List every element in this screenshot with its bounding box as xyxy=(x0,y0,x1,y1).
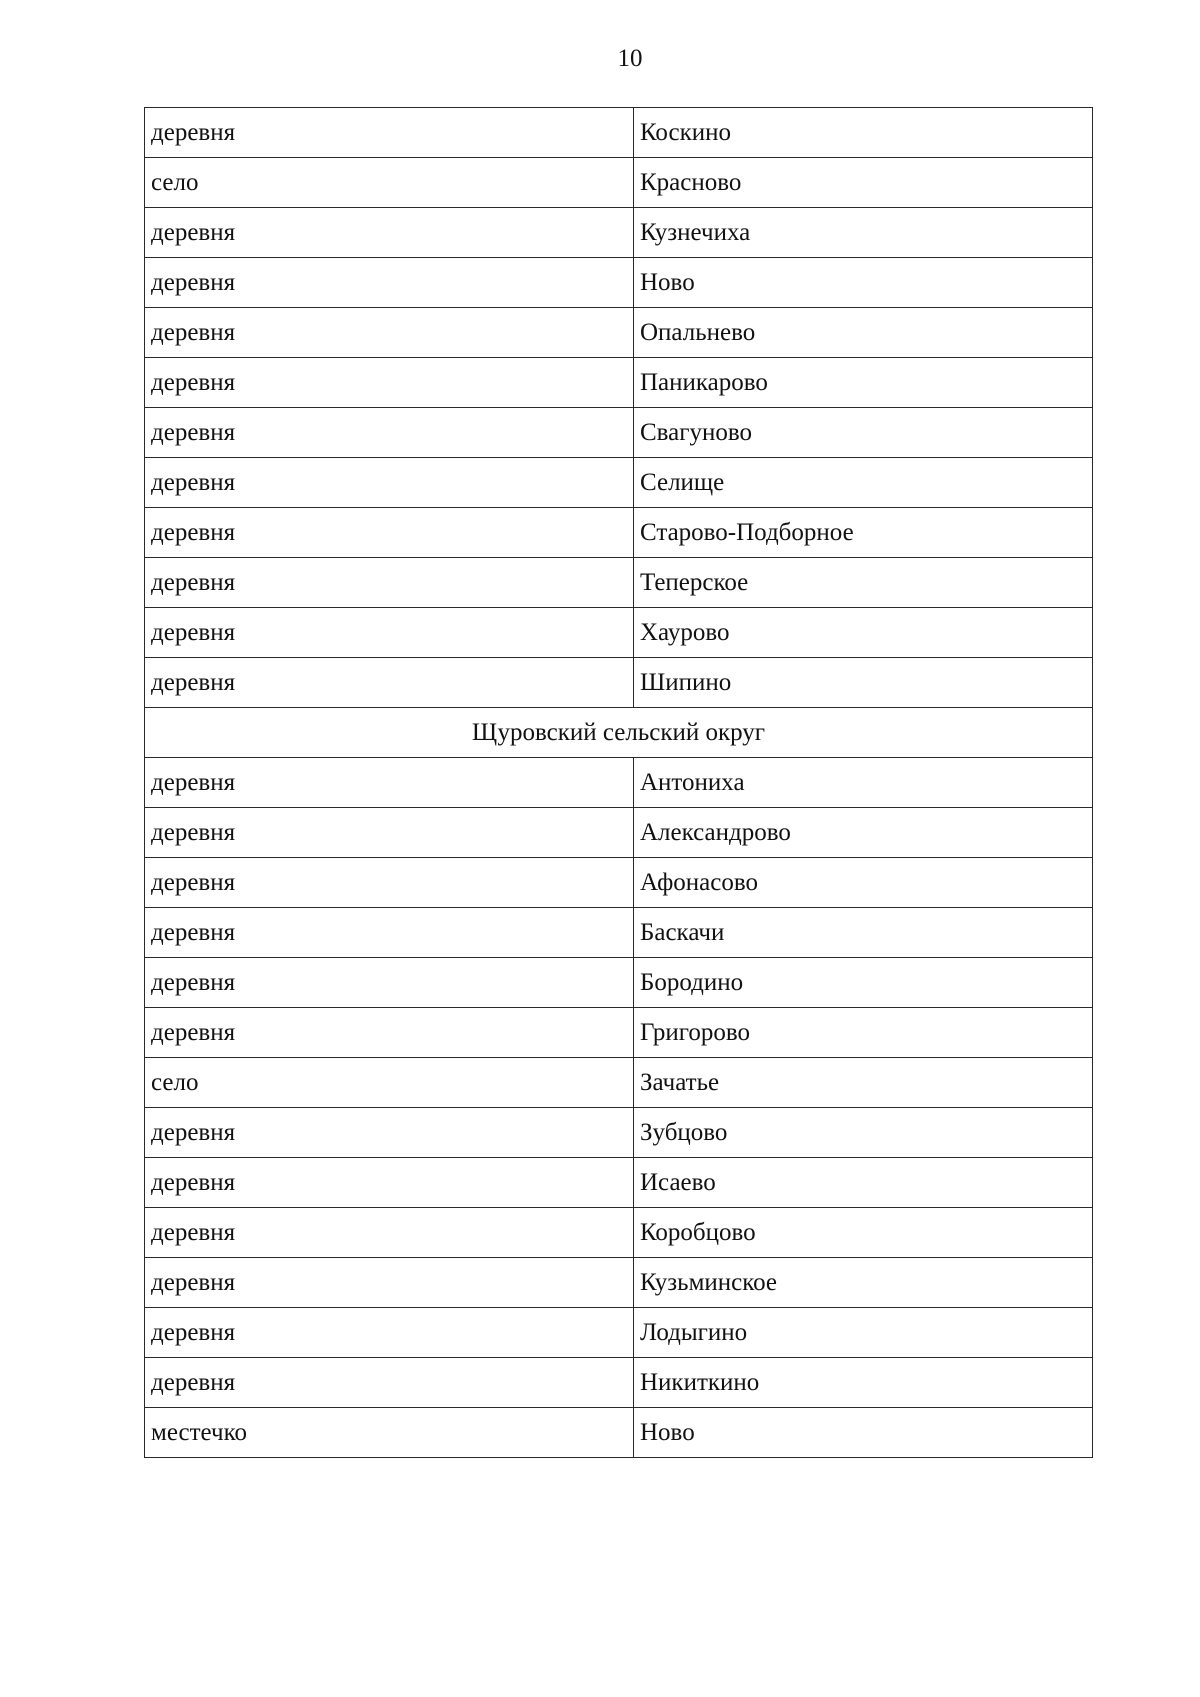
settlement-type-cell: деревня xyxy=(145,1158,634,1208)
settlement-name-cell: Красново xyxy=(634,158,1093,208)
settlements-table xyxy=(144,107,1093,1458)
section-heading: Щуровский сельский округ xyxy=(145,708,1093,758)
settlement-type-cell: деревня xyxy=(145,208,634,258)
settlement-type-cell: деревня xyxy=(145,958,634,1008)
settlement-type-cell: село xyxy=(145,1058,634,1108)
settlement-type-cell: деревня xyxy=(145,608,634,658)
settlement-type-cell: деревня xyxy=(145,1308,634,1358)
table-row xyxy=(145,108,1093,158)
settlement-name-cell: Лодыгино xyxy=(634,1308,1093,1358)
settlement-type-cell: деревня xyxy=(145,408,634,458)
settlement-name-cell: Коскино xyxy=(634,108,1093,158)
settlement-name-cell: Антониха xyxy=(634,758,1093,808)
settlement-type-cell: деревня xyxy=(145,1008,634,1058)
settlement-name-cell: Баскачи xyxy=(634,908,1093,958)
settlement-type-cell: деревня xyxy=(145,358,634,408)
settlement-name-cell: Ново xyxy=(634,1408,1093,1458)
section-heading-row xyxy=(145,708,1093,758)
settlement-name-cell: Зубцово xyxy=(634,1108,1093,1158)
table-row xyxy=(145,508,1093,558)
table-row xyxy=(145,258,1093,308)
settlement-type-cell: деревня xyxy=(145,758,634,808)
table-row xyxy=(145,1108,1093,1158)
settlement-type-cell: деревня xyxy=(145,258,634,308)
table-row xyxy=(145,958,1093,1008)
table-row xyxy=(145,358,1093,408)
settlement-name-cell: Опальнево xyxy=(634,308,1093,358)
table-row xyxy=(145,408,1093,458)
page-number: 10 xyxy=(617,45,643,72)
table-row xyxy=(145,758,1093,808)
table-row xyxy=(145,1358,1093,1408)
settlement-type-cell: деревня xyxy=(145,108,634,158)
settlement-name-cell: Афонасово xyxy=(634,858,1093,908)
table-row xyxy=(145,1308,1093,1358)
settlement-name-cell: Зачатье xyxy=(634,1058,1093,1108)
settlement-type-cell: деревня xyxy=(145,658,634,708)
settlement-name-cell: Исаево xyxy=(634,1158,1093,1208)
table-row xyxy=(145,608,1093,658)
settlement-name-cell: Ново xyxy=(634,258,1093,308)
settlement-type-cell: деревня xyxy=(145,1258,634,1308)
settlement-name-cell: Свагуново xyxy=(634,408,1093,458)
settlement-type-cell: деревня xyxy=(145,508,634,558)
settlement-name-cell: Шипино xyxy=(634,658,1093,708)
settlement-name-cell: Кузнечиха xyxy=(634,208,1093,258)
table-row xyxy=(145,308,1093,358)
table-row xyxy=(145,658,1093,708)
settlement-type-cell: деревня xyxy=(145,1358,634,1408)
settlement-type-cell: деревня xyxy=(145,1108,634,1158)
table-row xyxy=(145,1158,1093,1208)
settlement-name-cell: Григорово xyxy=(634,1008,1093,1058)
settlement-type-cell: деревня xyxy=(145,558,634,608)
settlement-name-cell: Селище xyxy=(634,458,1093,508)
table-row xyxy=(145,158,1093,208)
table-row xyxy=(145,1008,1093,1058)
settlement-name-cell: Александрово xyxy=(634,808,1093,858)
settlement-name-cell: Бородино xyxy=(634,958,1093,1008)
settlement-name-cell: Паникарово xyxy=(634,358,1093,408)
table-row xyxy=(145,858,1093,908)
settlement-name-cell: Кузьминское xyxy=(634,1258,1093,1308)
settlements-table-body xyxy=(145,108,1093,1458)
settlement-type-cell: местечко xyxy=(145,1408,634,1458)
table-row xyxy=(145,1258,1093,1308)
settlement-type-cell: деревня xyxy=(145,308,634,358)
settlement-name-cell: Старово-Подборное xyxy=(634,508,1093,558)
table-row xyxy=(145,908,1093,958)
table-row xyxy=(145,1208,1093,1258)
table-row xyxy=(145,208,1093,258)
settlement-name-cell: Теперское xyxy=(634,558,1093,608)
settlement-type-cell: село xyxy=(145,158,634,208)
table-row xyxy=(145,558,1093,608)
settlement-type-cell: деревня xyxy=(145,1208,634,1258)
table-row xyxy=(145,458,1093,508)
table-row xyxy=(145,1408,1093,1458)
settlement-type-cell: деревня xyxy=(145,858,634,908)
settlement-name-cell: Хаурово xyxy=(634,608,1093,658)
table-row xyxy=(145,808,1093,858)
settlement-name-cell: Коробцово xyxy=(634,1208,1093,1258)
table-row xyxy=(145,1058,1093,1108)
settlement-name-cell: Никиткино xyxy=(634,1358,1093,1408)
settlement-type-cell: деревня xyxy=(145,808,634,858)
settlement-type-cell: деревня xyxy=(145,908,634,958)
settlement-type-cell: деревня xyxy=(145,458,634,508)
